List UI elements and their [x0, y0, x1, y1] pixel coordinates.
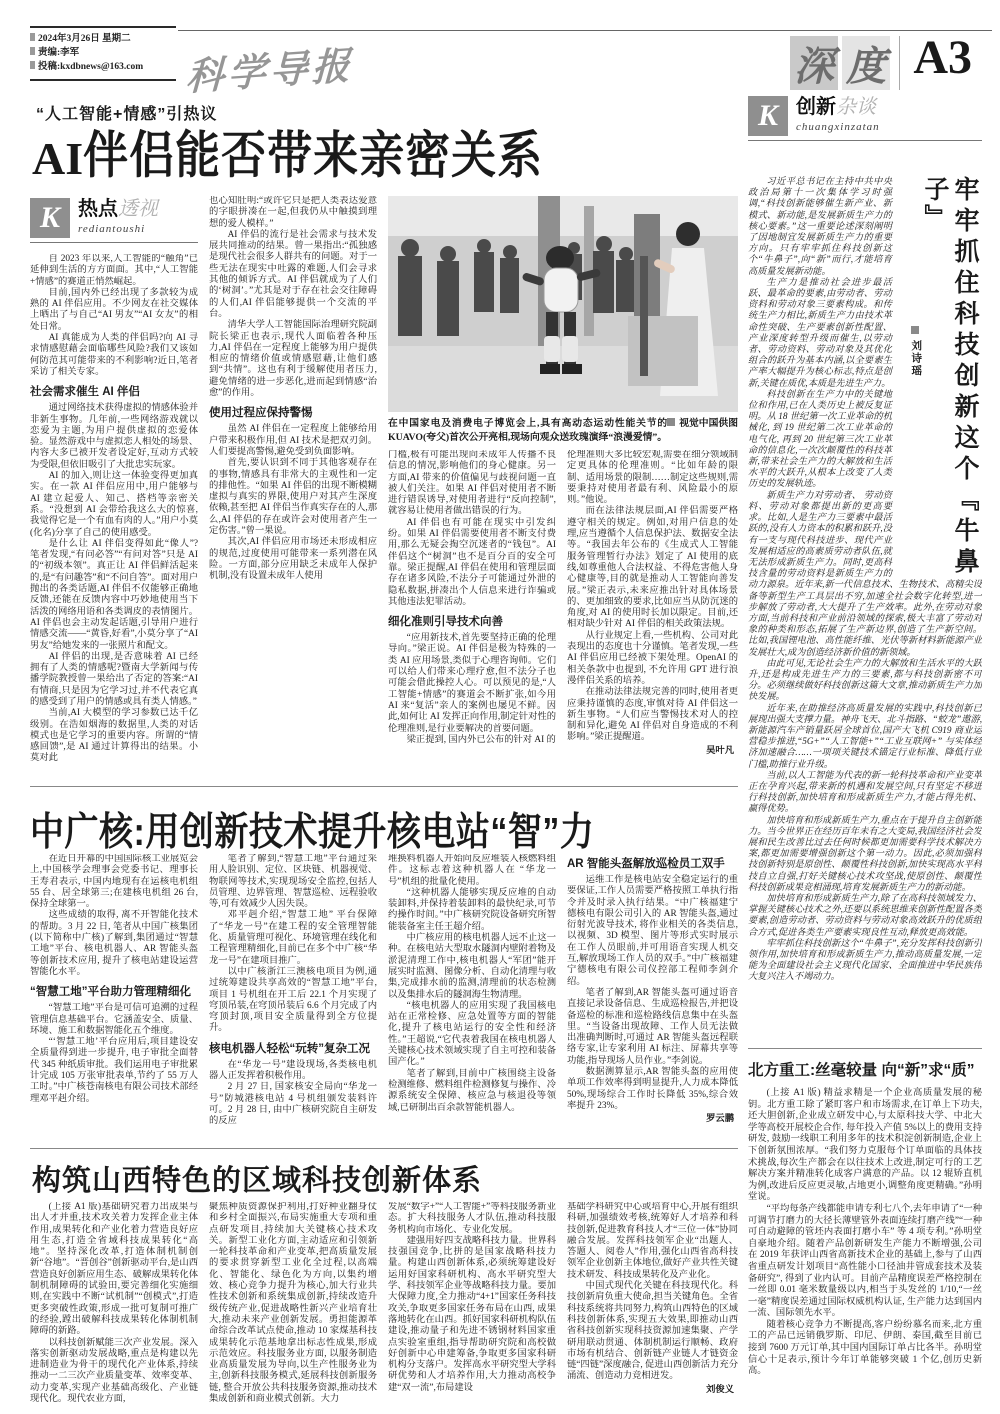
section-name-badge	[790, 36, 890, 90]
article-paragraph: 生产力是推动社会进步最活跃、最革命的要素,由劳动者、劳动资料和劳动对象三要素构成。和传统生产力相比,新质生产力由技术革命性突破、生产要素创新性配置、产业深度转型升级而催生,以劳动者、劳动资料、劳动对象及其优化组合的跃升为基本内涵,以全要素生产率大幅提升为核心标志,特点是创新,关键在质优,本质是先进生产力。	[748, 276, 892, 388]
article-paragraph: 基础学科研究中心或培育中心,开展有组织科研,加强绩效考核,统筹好人才培养和科技创新,促进教育科技人才“三位一体”协同融合发展。发挥科技领军企业“出题人、答题人、阅卷人”作用,强化山西省高科技领军企业创新主体地位,做好产业共性关键技术研发、科技成果转化及产业化。	[567, 1202, 738, 1280]
article-paragraph: 笔者了解到,目前中广核围绕主设备检测维修、燃料组件检测修复与操作、冷源系统安全保障、核应急与核退役等领域,已研制出百余款智能机器人。	[388, 1068, 556, 1113]
article-paragraph: 以中广核浙江三澳核电项目为例,通过统筹建设共享高效的“智慧工地”平台,项目 1 号机组在开工后 22.1 个月实现了穹顶吊装,在穹顶吊装后 6.6 个月完成了内穹顶封顶,项目安全质量得到全方位提升。	[209, 966, 377, 1034]
masthead-editor: 责编:李军	[30, 46, 176, 60]
lead-column-1	[30, 254, 198, 776]
article-paragraph: (上接 A1 版)基础研究着力出成果与出人才并重,技术攻关着力发挥企业主体作用,成果转化和产业化着力营造良好应用生态,打造全省域科技成果转化“高地”。坚持深化改革,打造体制机制创新“谷地”。“晋创谷”创新驱动平台,是山西营造良好创新应用生态、破解成果转化体制机制障碍的试验田,要完善细化实施细则,在实践中不断“试机制”“创模式”,打造更多突破性政策,形成一批可复制可推广的经验,蹚出破解科技成果转化体制机制障碍的新路。	[30, 1202, 198, 1337]
article-paragraph: 2 月 27 日, 国家核安全局向“华龙一号”防城港核电站 4 号机组颁发装料许可。2 月 28 日, 由中广核研究院自主研发的反应	[209, 1082, 377, 1127]
mid-column-3	[388, 854, 556, 1142]
article-paragraph: 聚焦种质资源保护利用,打好种业翻身仗和乡村全面振兴,布局实施重大专项和重点研发项目,持续加大关键核心技术攻关。新型工业化方面,主动适应和引领新一轮科技革命和产业变革,把高质量发展的要求贯穿新型工业化全过程,以高端化、智能化、绿色化为方向,以集约增效、核心竞争力提升为核心,加大行业共性技术创新和系统集成创新,持续改造升级传统产业,促进战略性新兴产业培育壮大,推动未来产业创新发展。勇担能源革命综合改革试点使命,推动 10 家煤基科技成果转化示范基地拿出标志性成果,形成示范效应。科技服务业方面, 以服务制造业高质量发展为导向,以生产性服务业为主,创新科技服务模式,延展科技创新服务链, 整合开放公共科技服务资源,推动技术集成创新和商业模式创新。大力	[209, 1202, 377, 1405]
article-paragraph: 是什么让 AI 伴侣变得如此“像人”? 笔者发现,“有问必答”“有问对答”只是 AI 的“初级本领”。真正让 AI 伴侣鲜活起来的,是“有问趣答”和“不问自答”。面对用户抛出的各类话题,AI 伴侣不仅能够正确地反馈,还能在反馈内容中巧妙地使用当下活泼的网络用语和各类调皮的表情图片。AI 伴侣也会主动发起话题,引导用户进行情感交流——“黄昏,好看”,小莫分享了“AI 男友”给她发来的一张照片和配文。	[30, 538, 198, 651]
rail-vertical-headline-block	[896, 176, 982, 576]
section-char: 深	[790, 36, 838, 90]
paper-logo: 科学导报	[185, 45, 355, 99]
bottom-column-2	[209, 1202, 377, 1414]
mid-column-1	[30, 854, 198, 1142]
article-paragraph: 新质生产力对劳动者、 劳动资料、劳动对象都提出新的更高要求。比如,人是生产力三要素中最活跃的,没有人力资本的积累和跃升,没有一支与现代科技进步、现代产业发展相适应的高素质劳动者队伍,就无法形成新质生产力。同时,更高科技含量的劳动资料是新质生产力的动力源泉。近年来,新一代信息技术、生物技术、高精尖设备等新型生产工具层出不穷,加速全社会数字化转型,进一步解放了劳动者,大大提升了生产效率。此外,在劳动对象方面,当前科技和产业前沿领域的探索,极大丰富了劳动对象的种类和形态,拓展了生产新边界,创造了生产新空间。比如,我国锂电池、高性能纤维、光伏等新材料新能源产业发展壮大,成为创造经济新价值的新领域。	[748, 489, 982, 657]
article-paragraph: 当前,AI 大模型的学习参数已达千亿级别。在浩如烟海的数据里,人类的对话模式也是它学习的重要内容。所谓的“情感回馈”,是 AI 通过计算得出的结果。小莫对此	[30, 708, 198, 764]
bottom-column-1	[30, 1202, 198, 1414]
article-paragraph: 这些成绩的取得, 离不开智能化技术的帮助。3 月 22 日, 笔者从中国广核集团(以下简称中广核)了解到,集团通过“智慧工地”平台、核电机器人、AR 智能头盔等创新技术应用, 提升了核电站建设运营智能化水平。	[30, 910, 198, 977]
article-paragraph: 门槛,极有可能出现向未成年人传播不良信息的情况,影响他们的身心健康。另一方面,AI 带来的价值偏见与歧视问题一直被人们关注。如果 AI 伴侣对使用者不断进行错误诱导,对使用者进行“反向控制”,就容易让使用者做出错误的行为。	[388, 450, 556, 517]
rail-divider-rule	[748, 1048, 982, 1049]
lead-column-3	[388, 450, 556, 776]
article-paragraph: (上接 A1 版) 精益求精是一个企业高质量发展的秘钥。北方重工除了紧盯客户和市场需求,在订单上下功夫,还大胆创新,企业成立研发中心,与太原科技大学、中北大学等高校开展校企合作, 每年投入产值 5%以上的费用支持研发, 鼓励一线职工利用多年的技术积淀创新制造,企业上下创新氛围浓厚。“我们努力克服每个订单面临的具体技术挑战,每次生产都会在以往技术上改进,制定可行的工艺解决方案并精准转化成客户满意的产品。以 12 辊矫直机为例,改进后反应更灵敏,占地更小,调整角度更精确。”孙明堂说。	[748, 1088, 982, 1203]
lead-headline	[32, 122, 543, 187]
article-paragraph: 邓平赳介绍,“智慧工地” 平台保障了“华龙一号”在建工程的安全管理智能化、质量管理可视化、环境管理在线化和工程管理精细化,目前已在多个中广核“华龙一号”在建项目推广。	[209, 910, 377, 966]
lead-column-2	[209, 196, 377, 776]
article-paragraph: 目前,国内外已经出现了多款较为成熟的 AI 伴侣应用。不少网友在社交媒体上晒出了与自己“AI 男友”“AI 女友”的相处日常。	[30, 287, 198, 332]
bottom-column-4	[567, 1202, 738, 1414]
bottom-headline: 构筑山西特色的区域科技创新体系	[32, 1165, 483, 1197]
article-paragraph: 自 2023 年以来,人工智能的“触角”已延伸到生活的方方面面。其中,“人工智能+情感”的赛道正悄然崛起。	[30, 254, 198, 287]
masthead-submit-email: 投稿:kxdbnews@163.com	[30, 60, 176, 74]
article-paragraph: 运维工作是核电站安全稳定运行的重要保证,工作人员需要严格按照工单执行指令并及时录入执行结果。“中广核福建宁德核电有限公司引入的 AR 智能头盔,通过衍射光波导技术, 将作业相关的各类信息,以视频、3D 模型、图片等形式实时展示在工作人员眼前,并可用语音实现人机交互,解放现场工作人员的双手。”中广核福建宁德核电有限公司仪控部工程师李剑介绍。	[567, 875, 738, 987]
k-logo-icon: K	[748, 96, 788, 136]
article-paragraph: 梁正提到, 国内外已公布的针对 AI 的	[406, 734, 556, 745]
photo-caption: 视觉中国供图 在中国家电及消费电子博览会上,具有高动态运动性能关节的 KUAVO(夸父)首次公开亮相,现场向观众送玫瑰演绎“浪漫爱情”。	[388, 418, 738, 443]
column-badge-title: 热点透视	[78, 198, 158, 220]
article-paragraph: 在近日开幕的中国国际核工业展览会上,中国核学会理事会党委书记、理事长王寿君表示, 中国内地现有在运核电机组 55 台、居全球第三;在建核电机组 26 台,保持全球第一。	[30, 854, 198, 910]
column-subhead: AR 智能头盔解放巡检员工双手	[567, 858, 725, 870]
column-subhead: 使用过程应保持警惕	[209, 407, 313, 420]
article-paragraph: 近年来,在助推经济高质量发展的实践中,科技创新已展现出强大支撑力量。神舟飞天、北斗指路、“蛟龙”遨游,新能源汽车产销量跃居全球首位,国产大飞机 C919 商业运营稳步推进,“5G+”“人工智能+”“工业互联网+” 与实体经济加速融合……一项项关键技术锚定行业标准、降低行业门槛,助推行业升级。	[748, 702, 982, 769]
photo-credit: 视觉中国供图	[667, 417, 738, 431]
article-paragraph: 笔者了解到,AR 智能头盔可通过语音直接记录设备信息、生成巡检报告,并把设备巡检的标准和巡检路线信息集中在头盔里。“当设备出现故障、工作人员无法做出准确判断时,可通过 AR 智能头盔远程联络专家,让专家利用 AI 标注、屏幕共享等功能,指导现场人员作业。”李剑说。	[567, 987, 738, 1066]
article-paragraph: AI 伴侣的出现,是否意味着 AI 已经拥有了人类的情感呢?暨南大学新闻与传播学院教授曾一果给出了否定的答案:“AI 有情商,只是因为它学习过,并不代表它真的感受到了用户的情感或具有类人情感。”	[30, 651, 198, 707]
article-paragraph: 牢牢抓住科技创新这个“牛鼻子”,充分发挥科技创新引领作用,加快培育和形成新质生产力,推动高质量发展,一定能为全面建设社会主义现代化国家、全面推进中华民族伟大复兴注入不竭动力。	[748, 937, 982, 982]
article-paragraph: 而在法律法规层面,AI 伴侣需要严格遵守相关的规定。例如,对用户信息的处理,应当遵循个人信息保护法、数据安全法等。“我国去年公布的《生成式人工智能服务管理暂行办法》划定了 AI 使用的底线,如尊重他人合法权益、不得危害他人身心健康等,目的就是推动人工智能向善发展。”梁正表示,未来应推出针对具体场景的、更加细致的要求,比如应当从防沉迷的角度,对 AI 的使用时长加以限定。目前,还相对缺少针对 AI 伴侣的相关政策法规。	[567, 506, 738, 630]
column-badge-pinyin: rediantoushi	[78, 223, 146, 235]
article-paragraph: 伦理准则大多比较宏观,需要在细分领域制定更具体的伦理准则。“比如年龄的限制、适用场景的限制……制定这些规则,需要秉持对使用者最有利、风险最小的原则。”他说。	[567, 450, 738, 506]
article-paragraph: AI 的加入,则让这一体验变得更加真实。在一款 AI 伴侣应用中,用户能够与 AI 建立起爱人、知己、搭档等亲密关系。“没想到 AI 会带给我这么大的惊喜,我觉得它是一个有血有肉的人。”用户小莫(化名)分享了自己的使用感受。	[30, 471, 198, 538]
article-paragraph: 堆换料机器人开始向反应堆装入核燃料组件。这标志着这种机器人在 “华龙一号”机组的批量化使用。	[388, 854, 556, 887]
column-badge-pinyin: chuangxinzatan	[796, 121, 880, 133]
column-subhead: 社会需求催生 AI 伴侣	[30, 386, 140, 399]
article-paragraph: “平均每条产线都能申请专利七八个,去年申请了“一种可调节打磨力的大径长薄壁管外表面连续打磨产线”“一种可自动避障的管坯内表面打磨小车” 等 4 项专利。”孙明堂自豪地介绍。随着产品创新研发生产能力不断增强,公司在 2019 年获评山西省高新技术企业的基础上,参与了山西省重点研发计划项目“高性能小口径油井管成套技术及装备研究”, 得到了业内认可。目前产品精度误差严格控制在一丝即 0.01 毫米数量级以内,相当于头发丝的 1/10,“一丝一毫”精度误差通过国际权威机构认证, 生产能力达到国内一流、国际领先水平。	[748, 1203, 982, 1319]
column-badge-redian	[30, 198, 198, 243]
expo-photo-illustration	[388, 196, 738, 412]
section-divider-rule	[30, 1148, 738, 1149]
column-subhead: 核电机器人轻松“玩转”复杂工况	[209, 1042, 370, 1055]
article-paragraph: 从行业规定上看,一些机构、公司对此表现出的态度也十分谨慎。笔者发现,一些 AI 伴侣应用已经被下架处理。OpenAI 的相关条款中也提到, 不允许用 GPT 进行浪漫伴侣关系的培养。	[567, 630, 738, 686]
article-paragraph: AI 伴侣的流行是社会需求与技术发展共同推动的结果。曾一果指出:“孤独感是现代社会很多人群共有的问题。对于一些无法在现实中吐露的难题,人们会寻求其他的倾诉方式。AI 伴侣就成为了人们的‘树洞’。”尤其是对于存在社会交往障碍的人们,AI 伴侣能够提供一个交流的平台。	[209, 229, 377, 319]
masthead-date: 2024年3月26日 星期二	[30, 32, 176, 46]
column-subhead: “智慧工地”平台助力管理精细化	[30, 986, 191, 999]
article-paragraph: 随着核心竞争力不断提高,客户纷纷慕名而来,北方重工的产品已远销俄罗斯、印尼、伊朗、泰国,截至目前已接到 7600 万元订单,其中国内国际订单占比各半。孙明堂信心十足表示,预计今年订单能够突破 1 个亿,创历史新高。	[748, 1319, 982, 1377]
article-paragraph: “应用新技术,首先要坚持正确的伦理导向。”梁正说。AI 伴侣是极为特殊的一类 AI 应用场景,类似于心理咨询师。它们可以给人们带来心理疗愈,但不法分子也可能会借此操控人心。可以预见的是,“人工智能+情感”的赛道会不断扩张,如今用 AI 来“复活”亲人的案例也屡见不鲜。因此,如何让 AI 发挥正向作用,制定针对性的伦理准则,是行业要解决的首要问题。	[388, 633, 556, 734]
column-badge-title: 创新杂谈	[796, 96, 876, 118]
article-paragraph: 发展“数字+”“人工智能+”等科技服务新业态。扩大科技服务人才队伍,推动科技服务机构向市场化、专业化发展。	[388, 1202, 556, 1235]
article-paragraph: AI 真能成为人类的伴侣吗?向 AI 寻求情感慰藉会面临哪些风险?我们又该如何防范其可能带来的不利影响?近日,笔者采访了相关专家。	[30, 333, 198, 377]
article-paragraph: 首先,要认识到不同于其他客观存在的事物,情感具有非常大的主观性和一定的排他性。“如果 AI 伴侣的出现不断模糊虚拟与真实的界限,使用户对其产生深度依赖,甚至把 AI 伴侣当作真实存在的人,那么,AI 伴侣的存在或许会对使用者产生一定伤害。”曾一果说。	[209, 458, 377, 537]
lead-column-4	[567, 450, 738, 776]
rail-vertical-headline: 牢牢抓住科技创新这个『牛鼻子』	[921, 176, 979, 576]
rail-article	[748, 176, 982, 1042]
article-paragraph: 科技创新在生产力中的关键地位和作用,已在人类历史上被反复证明。从 18 世纪第一次工业革命的机械化, 到 19 世纪第二次工业革命的电气化, 再到 20 世纪第三次工业革命的信息化,一次次颠覆性的科技革新,带来社会生产力的大解放和生活水平的大跃升,从根本上改变了人类历史的发展轨迹。	[748, 388, 892, 489]
article-paragraph: 当前,以人工智能为代表的新一轮科技革命和产业变革正在孕育兴起,带来新的机遇和发展空间,只有坚定不移进行科技创新,加快培育和形成新质生产力,才能占得先机、赢得优势。	[748, 769, 982, 814]
article-paragraph: 笔者了解到,“智慧工地”平台通过采用人脸识别、定位、区块链、机器视觉、物联网等技术,实现现场安全监控,包括人员管理、边界管理、智慧巡检、远程验收等,可有效减少人因失误。	[209, 854, 377, 910]
masthead-info	[30, 26, 176, 81]
rail-author: 刘诗瑶	[910, 326, 921, 378]
bullet-marker-icon	[30, 47, 35, 55]
article-paragraph: 在“华龙一号”建设现场,各类核电机器人正发挥着积极作用。	[209, 1059, 377, 1082]
article-paragraph: 中国式现代化关键在科技现代化。科技创新肩负重大使命,担当关键角色。全省科技系统将共同努力,构筑山西特色的区域科技创新体系,实现五大效果,即推动山西省科技创新实现科技资源加速集聚、产学研用联动贯通、体制机制运行顺畅、政府市场有机结合、创新链产业链人才链资金链“四链”深度融合, 促进山西创新活力充分涌流、创造动力竞相迸发。	[567, 1281, 738, 1382]
masthead-divider	[899, 36, 900, 90]
article-paragraph: 虽然 AI 伴侣在一定程度上能够给用户带来积极作用,但 AI 技术是把双刃剑。人们要提高警惕,避免受到负面影响。	[209, 424, 377, 457]
column-badge-chuangxin	[748, 96, 982, 141]
bfz-headline: 北方重工:丝毫较量 向“新”求“质”	[748, 1062, 975, 1079]
article-paragraph: “‘智慧工地’平台应用后,项目建设安全质量得到进一步提升, 电子审批全面替代 345 种纸质审批。我们运用电子审批累计完成 105 万张审批表单,节约了 55 万人工时。”中广核苍南核电有限公司技术部经理邓平赳介绍。	[30, 1037, 198, 1104]
article-paragraph: “智慧工地”平台是可信可追溯的过程管理信息基础平台。它涵盖安全、质量、环境、施工和数据智能化五个维度。	[30, 1003, 198, 1036]
article-paragraph: 通过网络技术获得虚拟的情感体验并非新生事物。几年前,一些网络游戏就以恋爱为主题,为用户提供虚拟的恋爱体验。显然游戏中与虚拟恋人相处的场景、内容大多已被开发者设定好,互动方式较为受限,但依旧吸引了大批忠实玩家。	[30, 403, 198, 470]
article-paragraph: 加快培育和形成新质生产力,除了在高科技领域发力、掌握关键核心技术之外,还要以系统思维来创新性配置各类要素,创造劳动者、劳动资料与劳动对象高效跃升的优质组合方式,促进各类生产要素实现良性互动,释放更高效能。	[748, 893, 982, 937]
article-paragraph: 也心知肚明:“或许它只是把人类表达爱意的字眼拼凑在一起,但我仍从中触摸到理想的爱人模样。”	[209, 196, 377, 229]
bfz-article	[748, 1058, 982, 1414]
column-subhead: 细化准则引导技术向善	[388, 616, 503, 629]
byline: 吴叶凡	[706, 745, 734, 756]
bfz-article-text	[748, 1088, 982, 1378]
mid-column-4	[567, 850, 738, 1144]
bullet-marker-icon	[30, 33, 35, 41]
k-logo-icon: K	[30, 198, 70, 238]
lead-headline-en: AI	[32, 133, 84, 184]
byline: 刘俊义	[706, 1384, 734, 1395]
mid-column-2	[209, 854, 377, 1142]
article-paragraph: “这种机器人能够实现反应堆的自动装卸料,并保持着装卸料的最快纪录,可节约操作时间。”中广核研究院设备研究所智能装备室主任王超介绍。	[388, 887, 556, 932]
square-marker-icon	[667, 418, 675, 426]
article-paragraph: 习近平总书记在主持中共中央政治局第十一次集体学习时强调,“科技创新能够催生新产业、新模式、新动能,是发展新质生产力的核心要素。”这一重要论述深刻阐明了因地制宜发展新质生产力的重要方向。只有牢牢抓住科技创新这个“牛鼻子”,向“新”而行,才能培育高质量发展新动能。	[748, 176, 892, 276]
lead-headline-cn: 伴侣能否带来亲密关系	[83, 126, 544, 184]
byline: 罗云鹏	[706, 1114, 734, 1125]
page-number: A3	[913, 31, 972, 84]
section-char: 度	[842, 36, 890, 90]
article-paragraph: 由此可见,无论社会生产力的大解放和生活水平的大跃升,还是构成先进生产力的三要素,都与科技创新密不可分。必须继续做好科技创新这篇大文章,推动新质生产力加快发展。	[748, 657, 982, 702]
article-paragraph: 建强用好四支战略科技力量。世界科技强国竞争,比拼的是国家战略科技力量。构建山西创新体系,必须统筹建设好运用好国家科研机构、高水平研究型大学、科技领军企业等战略科技力量。要加大保障力度,全力推动“4+1”国家任务科技攻关,争取更多国家任务布局在山西, 成果落地转化在山西。抓好国家科研机构队伍建设,推动量子和先进不锈钢材料国家重点实验室重组,指导帮助研究院和高校做好创新中心申建筹备,争取更多国家科研机构分支落户。发挥高水平研究型大学科研优势和人才培养作用,大力推动高校争建“双一流”,布局建设	[388, 1235, 556, 1393]
masthead-rule	[178, 30, 992, 31]
article-paragraph: 加快培育和形成新质生产力,重点在于提升自主创新能力。当今世界正在经历百年未有之大变局,我国经济社会发展和民生改善比过去任何时候都更加需要科学技术解决方案,都更加需要增强创新这个第一动力。因此,必须加强科技创新特别是原创性、颠覆性科技创新,加快实现高水平科技自立自强,打好关键核心技术攻坚战,使原创性、颠覆性科技创新成果竞相涌现,培育发展新质生产力的新动能。	[748, 814, 982, 892]
mid-headline: 中广核:用创新技术提升核电站“智”力	[30, 810, 595, 855]
article-paragraph: 清华大学人工智能国际治理研究院副院长梁正也表示,现代人面临着各种压力,AI 伴侣在一定程度上能够为用户提供相应的情绪价值或情感慰藉,让他们感到“共情”。这也有利于缓解使用者压力,避免情绪的进一步恶化,进而起到情感“治愈”的作用。	[209, 320, 377, 399]
article-paragraph: 中广核应用的核电机器人远不止这一种。在核电站大型取水隧洞内壁附着物及淤泥清理工作中,核电机器人“军团”能开展实时监测、图像分析、自动化清理与收集,完成排水前的监测,清理前的状态检测以及集排水后的隧洞海生物清理。	[388, 933, 556, 1000]
bullet-marker-icon	[30, 61, 35, 69]
section-divider-rule	[30, 786, 738, 787]
article-paragraph: 以科技创新赋能三次产业发展。深入落实创新驱动发展战略,重点是构建以先进制造业为骨干的现代化产业体系,持续推动一二三次产业质量变革、效率变革、动力变革,实现产业基础高级化、产业链现代化。现代农业方面,	[30, 1337, 198, 1405]
article-paragraph: 其次,AI 伴侣应用市场还未形成相应的规范,过度使用可能带来一系列潜在风险。一方面,部分应用缺乏未成年人保护机制,没有设置未成年人使用	[209, 537, 377, 582]
lead-kicker: “人工智能+情感”引热议	[36, 106, 218, 123]
article-paragraph: AI 伴侣也有可能在现实中引发纠纷。如果 AI 伴侣需要使用者不断支付费用,那么无疑会掏空沉迷者的“钱包”。AI 伴侣这个“树洞”也不是百分百的安全可靠。梁正提醒,AI 伴侣在使用和管理层面存在诸多风险,不法分子可能通过外泄的隐私数据,拼凑出个人信息来进行诈骗或其他违法犯罪活动。	[388, 517, 556, 607]
article-paragraph: “核电机器人的应用实现了我国核电站在正常检修、应急处置等方面的智能化,提升了核电站运行的安全性和经济性。”王超说,“它代表着我国在核电机器人关键核心技术领域实现了自主可控和装备国产化。”	[388, 1000, 556, 1068]
square-marker-icon	[911, 326, 919, 334]
expo-robot-photo	[388, 196, 738, 412]
article-paragraph: 数据测算显示,AR 智能头盔的应用使单项工作效率得到明显提升,人力成本降低50%,现场综合工作时长降低 35%,综合效率提升 23%。	[567, 1067, 738, 1111]
article-paragraph: 在推动法律法规完善的同时,使用者更应秉持谨慎的态度,审慎对待 AI 伴侣这一新生事物。“人们应当警惕技术对人的控制和异化,避免 AI 伴侣对自身造成的不利影响。”梁正提醒道。	[567, 687, 738, 743]
bottom-column-3	[388, 1202, 556, 1414]
